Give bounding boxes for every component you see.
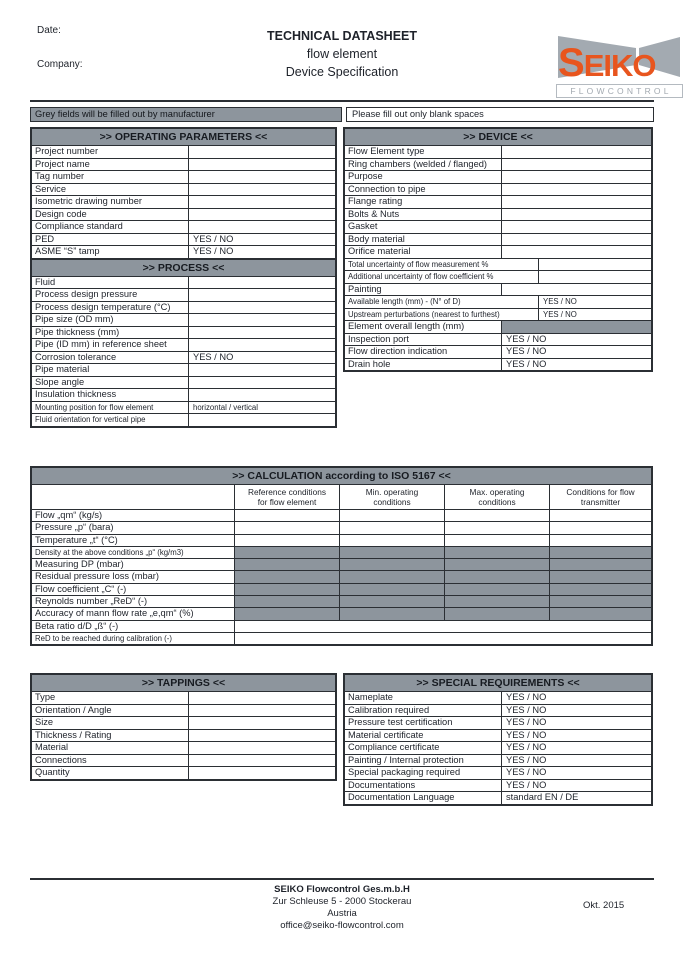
table-row <box>32 741 335 754</box>
field-label: Temperature „t“ (°C) <box>32 535 235 546</box>
field-label: Orifice material <box>345 246 502 258</box>
field-value-cell[interactable] <box>445 535 550 546</box>
table-row <box>32 766 335 779</box>
process-header: >> PROCESS << <box>32 260 335 276</box>
field-label: Connections <box>32 755 189 767</box>
blank-spaces-notice: Please fill out only blank spaces <box>346 107 654 122</box>
logo-brand-text <box>558 43 655 83</box>
calculation-header: >> CALCULATION according to ISO 5167 << <box>32 468 651 484</box>
field-label: Painting / Internal protection <box>345 755 502 767</box>
field-label: Accuracy of mann flow rate „e,qm“ (%) <box>32 608 235 619</box>
field-label: Flow „qm“ (kg/s) <box>32 510 235 521</box>
field-value[interactable]: YES / NO <box>506 754 547 765</box>
field-value-cell[interactable] <box>235 510 340 521</box>
field-label: Corrosion tolerance <box>32 352 189 364</box>
field-value[interactable] <box>539 259 651 271</box>
special-requirements-table <box>343 673 653 806</box>
footer-email: office@seiko-flowcontrol.com <box>280 920 404 931</box>
field-value[interactable]: YES / NO <box>506 742 547 752</box>
field-label: Drain hole <box>345 359 502 371</box>
field-label: Process design pressure <box>32 289 189 301</box>
table-row <box>32 208 335 221</box>
table-row <box>32 546 651 558</box>
table-row <box>345 208 651 221</box>
calculation-colhead-spacer <box>32 485 235 509</box>
field-value[interactable] <box>189 159 335 171</box>
table-row <box>32 558 651 570</box>
field-value[interactable]: YES / NO <box>506 704 547 715</box>
field-value[interactable] <box>502 234 651 246</box>
field-value[interactable] <box>189 196 335 208</box>
field-label: Material certificate <box>345 730 502 742</box>
field-value-cell <box>550 571 651 582</box>
table-row <box>32 313 335 326</box>
calculation-column-header: Max. operating conditions <box>445 485 550 509</box>
field-label: Type <box>32 692 189 704</box>
field-value[interactable]: YES / NO <box>193 351 234 362</box>
table-row <box>32 704 335 717</box>
field-value-cell <box>235 596 340 607</box>
field-value[interactable] <box>502 171 651 183</box>
field-value[interactable] <box>189 755 335 767</box>
table-row <box>32 363 335 376</box>
field-label: Insulation thickness <box>32 389 189 401</box>
table-row <box>32 338 335 351</box>
field-value[interactable]: standard EN / DE <box>506 792 579 802</box>
field-value-cell[interactable] <box>235 522 340 533</box>
field-value[interactable] <box>189 277 335 289</box>
field-value[interactable]: YES / NO <box>506 779 547 790</box>
field-value[interactable]: YES / NO <box>506 767 547 777</box>
field-value[interactable]: YES / NO <box>543 309 577 319</box>
calculation-column-header: Conditions for flow transmitter <box>566 486 635 507</box>
field-label: Pipe material <box>32 364 189 376</box>
footer-date: Okt. 2015 <box>583 900 625 911</box>
table-row <box>345 704 651 717</box>
field-value[interactable] <box>189 314 335 326</box>
field-label: Orientation / Angle <box>32 705 189 717</box>
page-subtitle-flow-element: flow element <box>306 47 378 61</box>
field-value[interactable]: horizontal / vertical <box>193 402 259 412</box>
operating-parameters-table <box>30 127 337 260</box>
field-value[interactable]: YES / NO <box>506 346 547 356</box>
header-divider-line <box>30 100 654 102</box>
grey-fields-notice: Grey fields will be filled out by manufacturer <box>30 107 342 122</box>
table-row <box>32 158 335 171</box>
calculation-column-header: Min. operating conditions <box>340 485 445 509</box>
date-label: Date: <box>37 25 61 36</box>
field-value[interactable] <box>189 414 335 426</box>
company-label: Company: <box>37 59 83 70</box>
field-value-cell <box>235 559 340 570</box>
notice-bar <box>30 107 654 122</box>
table-row <box>32 754 335 767</box>
field-value-cell <box>340 559 445 570</box>
process-table <box>30 258 337 428</box>
field-value-cell <box>340 608 445 619</box>
special-requirements-header: >> SPECIAL REQUIREMENTS << <box>345 675 651 691</box>
field-value[interactable] <box>189 717 335 729</box>
field-label: Mounting position for flow element <box>32 402 189 414</box>
field-label: Flow direction indication <box>345 346 502 358</box>
field-label: Painting <box>345 284 502 296</box>
table-row <box>345 791 651 804</box>
field-label: Tag number <box>32 171 189 183</box>
field-label: Pipe thickness (mm) <box>32 327 189 339</box>
field-value[interactable] <box>189 705 335 717</box>
field-value-cell[interactable] <box>550 535 651 546</box>
field-label: Flow coefficient „C“ (-) <box>32 584 235 595</box>
field-value-cell <box>235 584 340 595</box>
field-value[interactable] <box>502 221 651 233</box>
field-value[interactable] <box>502 159 651 171</box>
table-row <box>32 233 335 246</box>
field-value-cell[interactable] <box>445 522 550 533</box>
field-label: Ring chambers (welded / flanged) <box>345 159 502 171</box>
table-row <box>345 691 651 704</box>
field-value[interactable] <box>189 339 335 351</box>
table-row <box>345 158 651 171</box>
field-value-cell <box>235 608 340 619</box>
table-row <box>32 570 651 582</box>
table-row <box>32 220 335 233</box>
field-label: ReD to be reached during calibration (-) <box>32 633 235 644</box>
field-value-cell[interactable] <box>550 510 651 521</box>
field-value-cell <box>445 571 550 582</box>
device-table <box>343 127 653 372</box>
field-value-cell[interactable] <box>445 510 550 521</box>
table-row <box>345 145 651 158</box>
field-value[interactable] <box>189 767 335 779</box>
field-value-cell <box>445 584 550 595</box>
field-value-cell <box>235 547 340 558</box>
field-value[interactable] <box>539 271 651 283</box>
left-column <box>30 127 337 428</box>
field-value[interactable] <box>189 146 335 158</box>
field-value[interactable] <box>502 146 651 158</box>
table-row <box>345 195 651 208</box>
field-label: Additional uncertainty of flow coefficient % <box>345 271 539 283</box>
field-value[interactable] <box>502 284 651 296</box>
table-row <box>32 288 335 301</box>
table-row <box>32 620 651 632</box>
table-row <box>345 220 651 233</box>
field-value[interactable] <box>189 730 335 742</box>
table-row <box>32 245 335 258</box>
field-label: Density at the above conditions „p“ (kg/m3) <box>32 547 235 558</box>
field-label: Flow Element type <box>345 146 502 158</box>
field-value-cell <box>445 608 550 619</box>
operating-parameters-header: >> OPERATING PARAMETERS << <box>32 129 335 145</box>
table-row <box>32 691 335 704</box>
field-value[interactable] <box>189 377 335 389</box>
field-value[interactable] <box>235 621 651 632</box>
field-label: Service <box>32 184 189 196</box>
field-value[interactable] <box>502 246 651 258</box>
table-row <box>345 245 651 258</box>
field-value[interactable] <box>189 389 335 401</box>
calculation-column-headers <box>32 484 651 509</box>
table-row <box>345 333 651 346</box>
table-row <box>345 754 651 767</box>
table-row <box>32 729 335 742</box>
field-value[interactable] <box>189 742 335 754</box>
table-row <box>32 376 335 389</box>
field-value[interactable] <box>502 209 651 221</box>
table-row <box>32 521 651 533</box>
field-label: Process design temperature (°C) <box>32 302 189 314</box>
field-value[interactable] <box>502 196 651 208</box>
field-value-cell <box>340 596 445 607</box>
field-label: PED <box>32 234 189 246</box>
table-row <box>345 270 651 283</box>
field-label: Thickness / Rating <box>32 730 189 742</box>
field-label: Documentation Language <box>345 792 502 804</box>
table-row <box>345 729 651 742</box>
field-label: Bolts & Nuts <box>345 209 502 221</box>
field-label: Quantity <box>32 767 189 779</box>
field-label: Calibration required <box>345 705 502 717</box>
field-value-cell <box>550 584 651 595</box>
field-label: Total uncertainty of flow measurement % <box>345 259 539 271</box>
field-label: Available length (mm) - (N° of D) <box>345 296 539 308</box>
calculation-table <box>30 466 653 646</box>
field-label: Pipe (ID mm) in reference sheet <box>32 339 189 351</box>
table-row <box>32 583 651 595</box>
table-row <box>345 308 651 321</box>
field-value-cell[interactable] <box>340 510 445 521</box>
table-row <box>32 413 335 426</box>
table-row <box>345 320 651 333</box>
field-label: Material <box>32 742 189 754</box>
table-row <box>32 607 651 619</box>
field-label: Documentations <box>345 780 502 792</box>
field-value-cell <box>445 559 550 570</box>
field-value-cell <box>550 608 651 619</box>
page-title: TECHNICAL DATASHEET <box>267 29 417 43</box>
field-label: Design code <box>32 209 189 221</box>
logo-letters-eiko: EIKO <box>583 48 656 83</box>
field-label: Measuring DP (mbar) <box>32 559 235 570</box>
field-value[interactable]: YES / NO <box>506 333 547 344</box>
field-label: Compliance standard <box>32 221 189 233</box>
field-value-cell <box>235 571 340 582</box>
field-value[interactable] <box>189 171 335 183</box>
field-value[interactable] <box>235 633 651 644</box>
field-label: Upstream perturbations (nearest to furthest) <box>345 309 539 321</box>
footer-country: Austria <box>327 908 357 919</box>
tappings-header: >> TAPPINGS << <box>32 675 335 691</box>
table-row <box>345 766 651 779</box>
field-label: Compliance certificate <box>345 742 502 754</box>
field-value[interactable]: YES / NO <box>193 246 234 256</box>
seiko-logo <box>556 33 682 98</box>
field-value-cell[interactable] <box>550 522 651 533</box>
field-value[interactable] <box>502 184 651 196</box>
page-subtitle-device-specification: Device Specification <box>285 65 399 79</box>
table-row <box>345 170 651 183</box>
table-row <box>32 301 335 314</box>
table-row <box>345 741 651 754</box>
logo-subtitle: FLOWCONTROL <box>556 84 683 98</box>
field-value[interactable] <box>189 221 335 233</box>
table-row <box>345 283 651 296</box>
field-value <box>502 321 651 333</box>
field-value[interactable] <box>189 302 335 314</box>
device-header: >> DEVICE << <box>345 129 651 145</box>
field-label: Special packaging required <box>345 767 502 779</box>
table-row <box>345 716 651 729</box>
table-row <box>32 632 651 644</box>
field-label: Residual pressure loss (mbar) <box>32 571 235 582</box>
field-label: Gasket <box>345 221 502 233</box>
footer-divider-line <box>30 878 654 880</box>
table-row <box>32 195 335 208</box>
footer-address-block <box>180 884 504 932</box>
field-value-cell <box>445 596 550 607</box>
table-row <box>32 183 335 196</box>
table-row <box>32 326 335 339</box>
field-label: Isometric drawing number <box>32 196 189 208</box>
field-value[interactable] <box>189 289 335 301</box>
table-row <box>345 183 651 196</box>
field-value[interactable]: YES / NO <box>543 297 577 306</box>
seiko-logo-mark <box>556 33 682 83</box>
field-label: Pressure test certification <box>345 717 502 729</box>
field-label: Fluid <box>32 277 189 289</box>
field-label: Inspection port <box>345 334 502 346</box>
field-value-cell[interactable] <box>340 522 445 533</box>
logo-letter-s: S <box>558 41 584 85</box>
table-row <box>32 716 335 729</box>
field-value[interactable] <box>189 327 335 339</box>
table-row <box>32 351 335 364</box>
field-label: Reynolds number „ReD“ (-) <box>32 596 235 607</box>
field-label: Project number <box>32 146 189 158</box>
field-label: Project name <box>32 159 189 171</box>
table-row <box>32 276 335 289</box>
field-value-cell[interactable] <box>235 535 340 546</box>
field-label: Body material <box>345 234 502 246</box>
field-value-cell <box>550 596 651 607</box>
calculation-column-header: Reference conditions for flow element <box>235 485 340 509</box>
table-row <box>345 258 651 271</box>
title-block <box>180 29 504 79</box>
field-value[interactable]: YES / NO <box>506 717 547 727</box>
field-label: Pipe size (OD mm) <box>32 314 189 326</box>
field-value-cell <box>445 547 550 558</box>
field-label: Nameplate <box>345 692 502 704</box>
field-value[interactable] <box>189 209 335 221</box>
field-label: Size <box>32 717 189 729</box>
field-value-cell <box>550 547 651 558</box>
field-label: Flange rating <box>345 196 502 208</box>
field-label: Element overall length (mm) <box>345 321 502 333</box>
table-row <box>32 170 335 183</box>
table-row <box>32 145 335 158</box>
table-row <box>32 595 651 607</box>
field-label: Slope angle <box>32 377 189 389</box>
field-value[interactable] <box>189 364 335 376</box>
table-row <box>345 295 651 308</box>
field-label: Purpose <box>345 171 502 183</box>
table-row <box>32 388 335 401</box>
field-value[interactable]: YES / NO <box>193 233 234 244</box>
table-row <box>32 534 651 546</box>
field-value[interactable]: YES / NO <box>506 692 547 702</box>
footer-street: Zur Schleuse 5 - 2000 Stockerau <box>272 896 412 907</box>
field-value-cell <box>340 547 445 558</box>
field-value[interactable] <box>189 692 335 704</box>
table-row <box>345 358 651 371</box>
field-label: Beta ratio d/D „ß“ (-) <box>32 621 235 632</box>
tappings-table <box>30 673 337 781</box>
table-row <box>32 401 335 414</box>
table-row <box>345 345 651 358</box>
field-value[interactable]: YES / NO <box>506 358 547 369</box>
footer-company-name: SEIKO Flowcontrol Ges.m.b.H <box>274 884 410 895</box>
field-label: Pressure „p“ (bara) <box>32 522 235 533</box>
field-label: ASME “S” tamp <box>32 246 189 258</box>
field-value[interactable] <box>189 184 335 196</box>
table-row <box>345 779 651 792</box>
field-value-cell[interactable] <box>340 535 445 546</box>
field-label: Fluid orientation for vertical pipe <box>32 414 189 426</box>
table-row <box>32 509 651 521</box>
field-value[interactable]: YES / NO <box>506 729 547 740</box>
field-value-cell <box>340 571 445 582</box>
table-row <box>345 233 651 246</box>
field-label: Connection to pipe <box>345 184 502 196</box>
field-value-cell <box>550 559 651 570</box>
field-value-cell <box>340 584 445 595</box>
